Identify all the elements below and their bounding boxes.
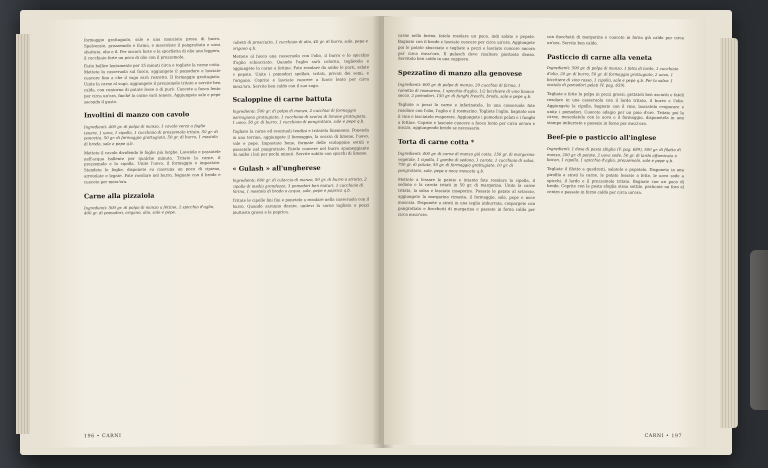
body-paragraph: con fiocchetti di margarina e cuocete in forno già caldo per circa un'ora. Servite ben caldo. (547, 34, 684, 46)
page-edges-left (16, 34, 30, 434)
ingredients-text: Ingredienti: 400 gr. di polpa di manzo, 1 cavolo verza a foglie tenere, 1 uovo, 1 cipolla, 1 cucchiaio di prezzemolo tritato, 50 gr. di pancetta, 50 gr. di formaggio grattugiato, 50 gr. di burro, 1 mestolo di brodo, sale e pepe q.b. (84, 123, 218, 147)
body-paragraph: Mettete al fuoco una casseruola con l'olio, il burro e lo spicchio d'aglio schiacciato. Quando l'aglio sarà colorito, toglietelo e aggiungete la carne a fettine. Fate rosolare da ambo le parti, salate e pepate. Unite i pomodori spellati, tritati, privati dei semi, e l'origano. Coprite e lasciate cuocere a fuoco lento per circa mezz'ora. Servite ben caldo con il suo sugo. (232, 52, 369, 89)
recipe-title: Beef-pie o pasticcio all'inglese (547, 133, 657, 143)
body-paragraph: carne nella farina, fatela rosolare un poco, indi salate e pepate. Bagnate con il brodo e lasciate cuocere per circa un'ora. Aggiungete poi le patate sbucciate e tagliate a pezzi e lasciate cuocere ancora per circa mezz'ora. Il gulasch deve risultare piuttosto denso. Servitelo ben caldo in una zuppiera. (398, 32, 535, 62)
page-edges-right (720, 38, 738, 428)
recipe-title: Torta di carne cotta * (398, 137, 475, 147)
ingredients-text: cubetti di prosciutto, 1 cucchiaio di olio, 40 gr. di burro, sale, pepe e origano q.b. (232, 38, 368, 51)
body-paragraph: Tagliate a fette la polpa in pezzi grossi, gettateli ben asciutti e fateli rosolare in una casseruola con il lardo tritato, il burro e l'olio. Aggiungete la cipolla, bagnate con il vino, lasciatelo evaporare e unite i pomodori. Cuocete adagio per un paio d'ore. Tritate poi la carne, mescolatela con le uova e il formaggio, disponetela in uno stampo imburrato e passate in forno per mezz'ora. (547, 91, 684, 127)
page-number-left: 196 • CARNI (84, 433, 122, 440)
body-paragraph: Tagliate il filetto a quadretti, salatelo e pepatelo. Disponete in una pirofila a strati la carne, le patate lessate a fette, le uova sode a spicchi, il lardo e il prezzemolo tritato. Bagnate con un poco di brodo. Coprite con la pasta sfoglia stesa sottile, praticate un foro al centro e passate in forno caldo per circa un'ora. (547, 165, 684, 196)
right-column-1 (398, 33, 535, 434)
ingredients-text: Ingredienti: 600 gr. di polpa di manzo, 20 cucchiai di farina, 1 rametto di rosmarino, 1 spicchio d'aglio, 1/2 bicchiere di vino bianco secco, 2 pomodori, 150 gr. di funghi freschi, brodo, sale e pepe q.b. (398, 81, 534, 100)
left-column-2 (233, 34, 370, 435)
body-paragraph: Tagliate la carne ed eventuali tendini e tritatela finemente. Ponetela in una terrina, aggiungete il formaggio, la scorza di limone, l'uovo, sale e pepe. Impastate bene, formate delle scaloppine sottili e passatele nel pangrattato. Fatele cuocere nel burro spumeggiante da ambo i lati per pochi minuti. Servite subito con spicchi di limone. (232, 127, 369, 158)
ingredients-text: Ingredienti: 1 dose di pasta sfoglia (V. pag. 689), 500 gr. di filetto di manzo, 200 gr. di patate, 2 uova sode, 50 gr. di lardo affumicato o bacon, 1 cipolla, 1 spicchio d'aglio, prezzemolo, sale e pepe q.b. (547, 145, 681, 164)
ingredients-text: Ingredienti: 400 gr. di carne di manzo già cotta, 150 gr. di margarina vegetale, 1 cipolla, 1 gambo di sedano, 1 carota, 1 cucchiaio di salsa, 700 gr. di patate, 50 gr. di formaggio grattugiato, 10 gr. di pangrattato, sale, pepe e noce moscata q.b. (398, 150, 535, 174)
ingredients-text: Ingredienti: 600 gr. di culaccio di manzo, 50 gr. di burro o strutto, 2 cipolle di media grandezza, 3 pomodori ben maturi, 1 cucchiaio di farina, 1 mestolo di brodo o acqua, sale, pepe e paprica q.b. (232, 176, 367, 195)
left-column-1 (84, 35, 221, 440)
right-page (384, 17, 706, 448)
left-page (48, 16, 381, 447)
ingredients-text: Ingredienti: 500 gr. di polpa di manzo, 2 cucchiai di formaggio parmigiano grattugiato, 1 cucchiaio di scorza di limone grattugiata, 1 uovo, 50 gr. di burro, 1 cucchiaio di pangrattato, sale e pepe q.b. (232, 107, 367, 126)
recipe-title: Scaloppine di carne battuta (232, 95, 332, 105)
page-number-right: CARNI • 197 (644, 433, 682, 440)
body-paragraph: Tagliate a pezzi la carne e infarinatela. In una casseruola fate rosolare con l'olio, l'aglio e il rosmarino. Togliete l'aglio, bagnate con il vino e lasciatelo evaporare. Aggiungete i pomodori pelati e i funghi a fettine. Coprite e lasciate cuocere a fuoco lento per circa un'ora e mezza, aggiungendo brodo se necessario. (398, 101, 535, 131)
ingredients-text: Ingredienti: 500 gr. di polpa di manzo, 1 fetta di lardo, 1 cucchiaio d'olio, 20 gr. di burro, 50 gr. di formaggio grattugiato, 2 uova, 1 bicchiere di vino rosso, 1 cipolla, sale e pepe q.b. Per la salsa: 1 scatola di pomodori pelati (V. pag. 659). (547, 65, 679, 89)
body-paragraph: formaggio grattugiato, sale e una manciata presa di burro. Spolverate, prezzemolo e farina, e mescolate il pangrattato e uova sbattute, olio e il. Per ancora forte e la sporfiatta di olio una leggera, il cucchiaio forte un poco di olio con il prezzemolo. (84, 35, 221, 60)
recipe-title: Involtini di manzo con cavolo (84, 110, 190, 120)
recipe-title: Carne alla pizzaiola (84, 191, 155, 201)
right-column-2 (547, 34, 684, 435)
body-paragraph: Fatto bollire lentamente per 15 minuti circa e togliete la carne cotta. Mettete la casseruola sul fuoco, aggiungete il pomodoro e lasciate cuocere fino a che il sugo sarà ristretto. Il formaggio grattugiato. Unite la carne al sugo, aggiungete il prezzemolo tritato e servite ben calda, con contorno di patate lesse o di purè. Cuocete a fuoco lento per circa un'ora, finché la carne sarà tenera. Aggiungete sale e pepe secondo il gusto. (84, 62, 221, 104)
recipe-title: Pasticcio di carne alla veneta (547, 52, 652, 62)
body-paragraph: Mettete a lessare le patate e intanto fate rosolare la cipolla, il sedano e la carota tritati in 50 gr. di margarina. Unite la carne tritata, la salsa e lasciate insaporire. Passate le patate al setaccio, aggiungete la margarina rimasta, il formaggio, sale, pepe e noce moscata. Disponete a strati in una teglia imburrata, cospargete con pangrattato e fiocchetti di margarina e passate in forno caldo per circa mezz'ora. (398, 176, 535, 217)
recipe-title: Spezzatino di manzo alla genovese (398, 69, 523, 79)
recipe-title: « Gulash » all'ungherese (232, 164, 321, 174)
ingredients-text: Ingredienti: 500 gr. di polpa di manzo a fettine, 1 spicchio d'aglio, 400 gr. di pomodori, origano, olio, sale e pepe. (84, 203, 215, 216)
open-book (20, 10, 732, 455)
body-paragraph: Mettete il cavolo dividendo le foglie più larghe. Lavatele e passatele nell'acqua bollente per qualche minuto. Tritate la carne, il prezzemolo e la cipolla. Unite l'uovo, il formaggio e impastate. Stendete le foglie, disponete su ciascuna un poco di ripieno, arrotolate e legate. Fate rosolare nel burro, bagnate con il brodo e cuocete per mezz'ora. (84, 148, 221, 185)
body-paragraph: Tritate le cipolle fini fini e ponetele a rosolare nella casseruola con il burro. Quando saranno dorate, unitevi la carne tagliata a pezzi piuttosto grossi e la paprica. (232, 196, 369, 215)
hand-holding-book (750, 250, 768, 410)
